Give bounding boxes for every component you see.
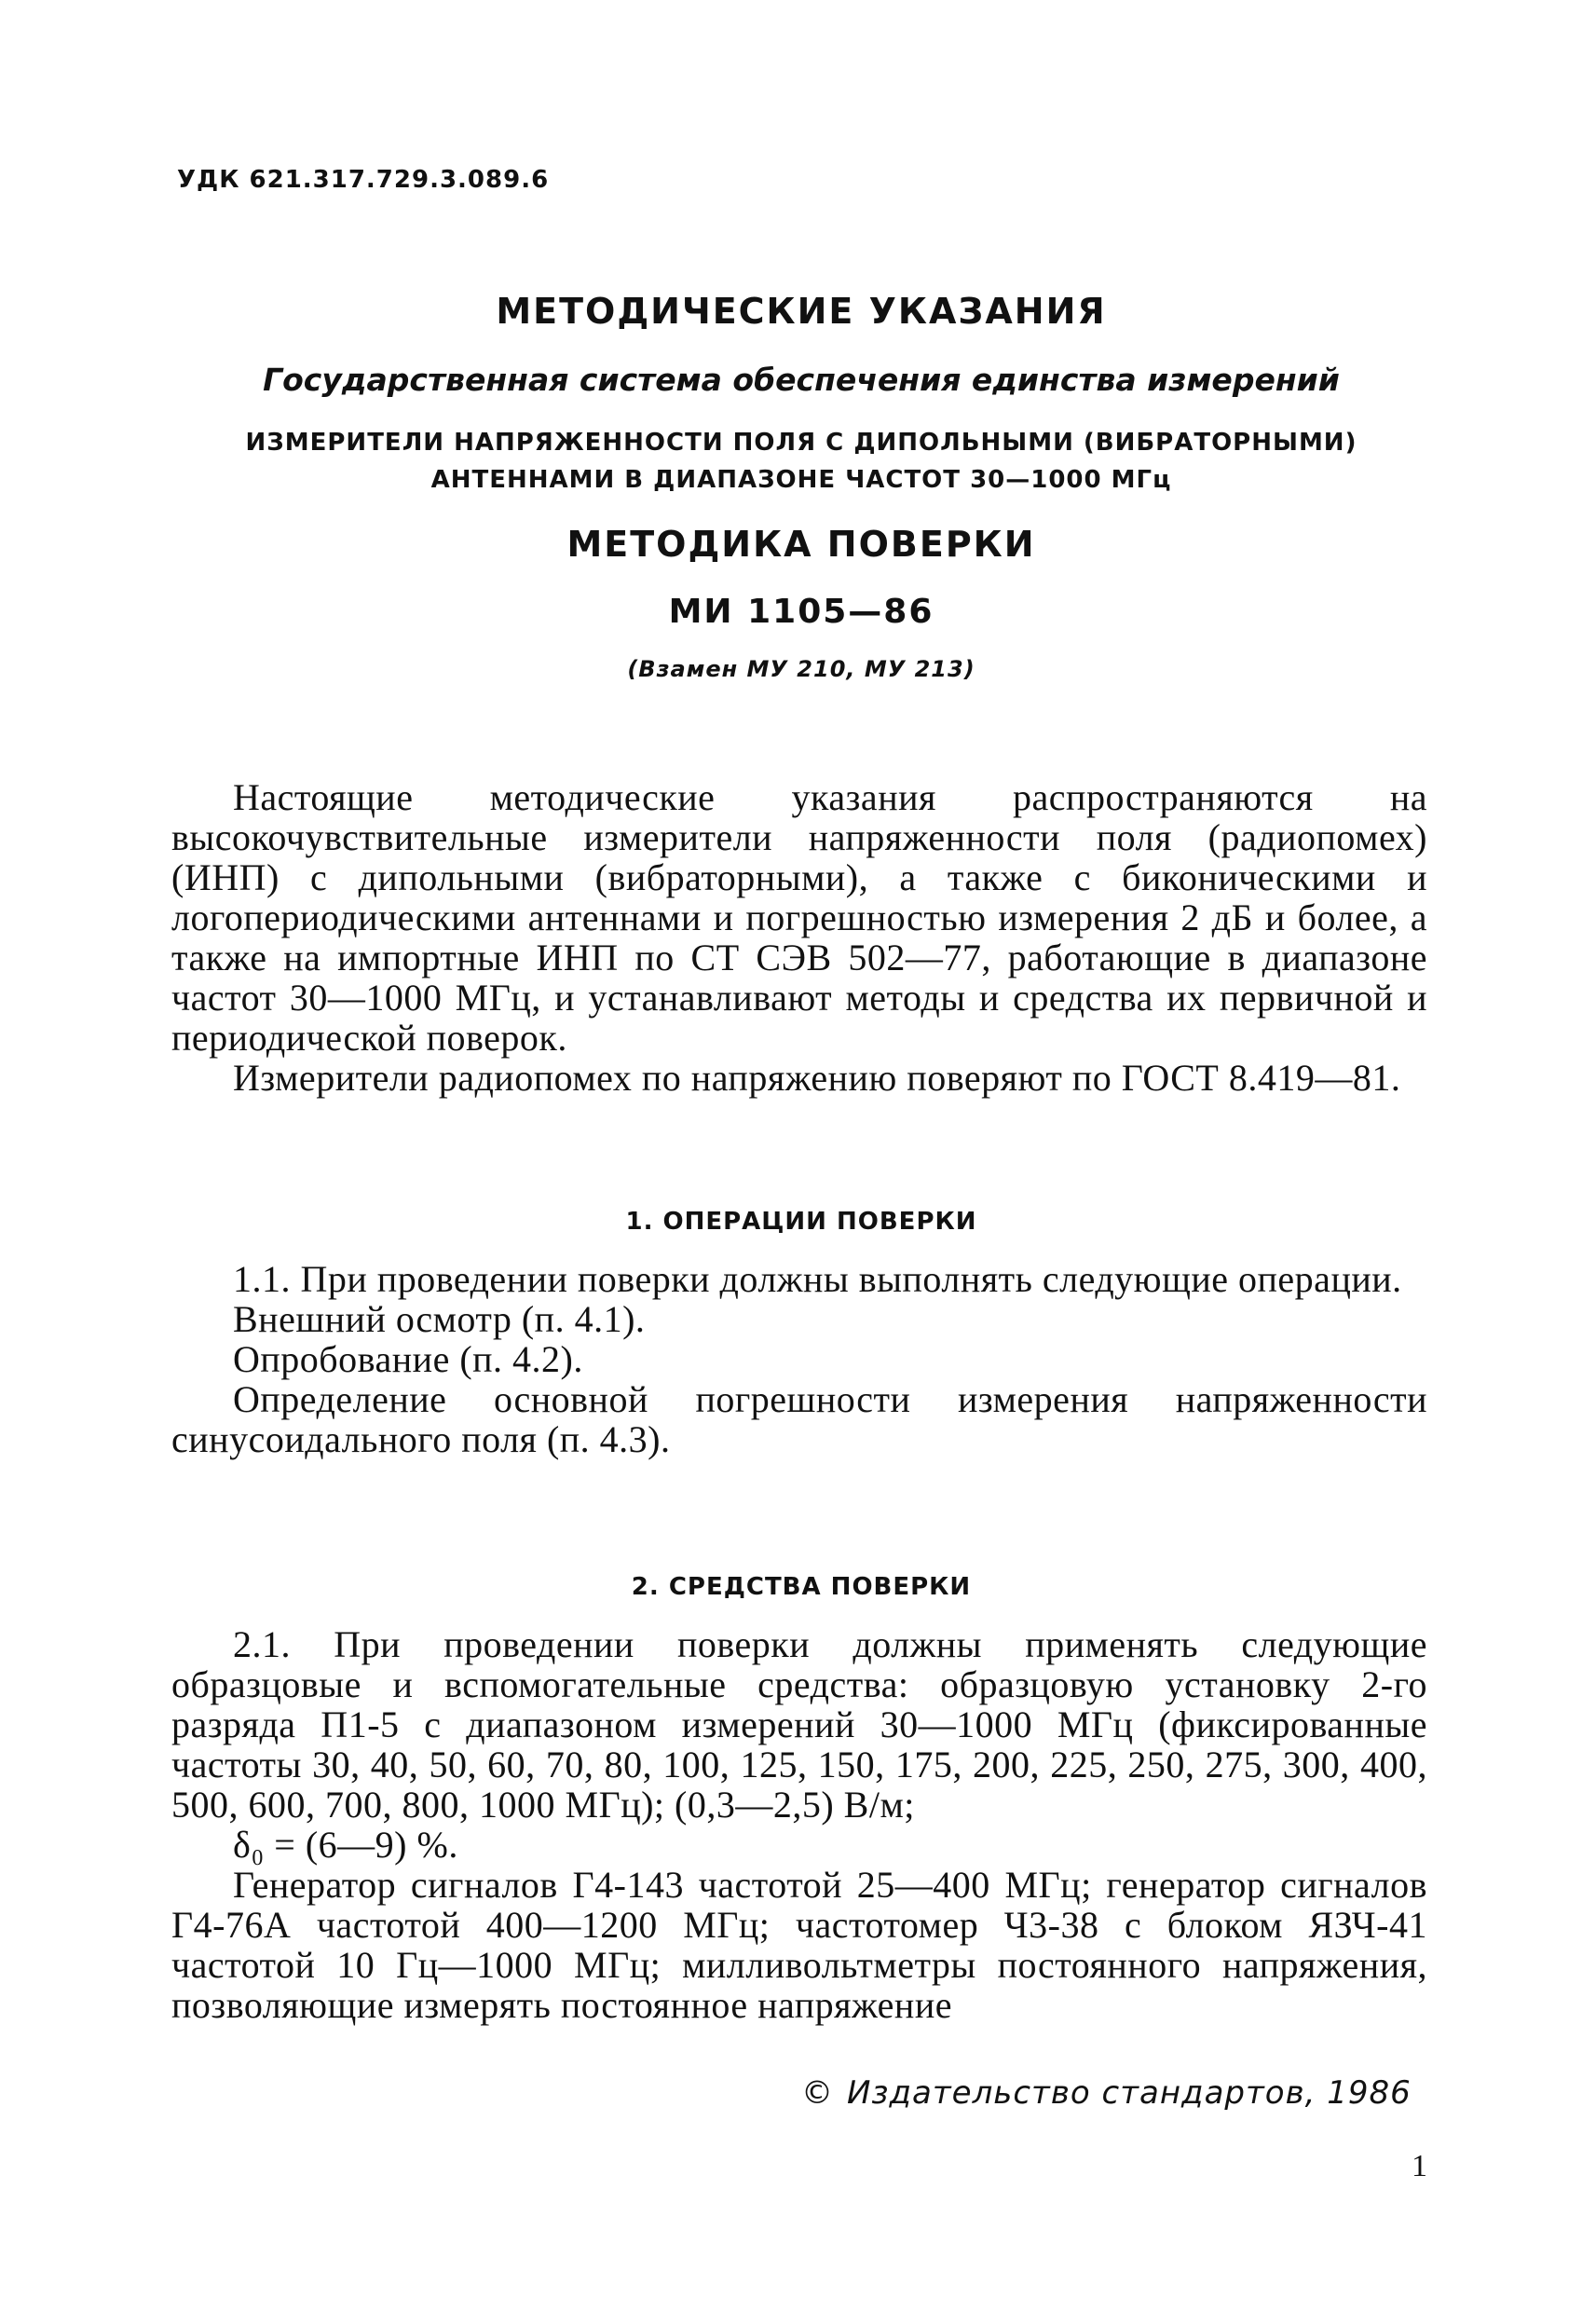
page-number: 1 bbox=[1412, 2149, 1427, 2183]
section-1-body bbox=[171, 1259, 1427, 1459]
replaces-note: (Взамен МУ 210, МУ 213) bbox=[627, 656, 975, 682]
section-1-paragraph: Опробование (п. 4.2). bbox=[233, 1338, 583, 1380]
section-2-body bbox=[171, 1624, 1427, 2025]
publisher-name: Издательство стандартов, 1986 bbox=[847, 2074, 1412, 2112]
section-2-heading: 2. СРЕДСТВА ПОВЕРКИ bbox=[631, 1573, 972, 1601]
intro-paragraph: Настоящие методические указания распространяются на высокочувствительные измерители напряженности поля (радиопомех) (ИНП) с дипольными (вибраторными), а также с биконическими и логопериодическими антеннами и погрешностью измерения 2 дБ и более, а также на импортные ИНП по СТ СЭВ 502—77, работающие в диапазоне частот 30—1000 МГц, и устанавливают методы и средства их первичной и периодической поверок. bbox=[171, 776, 1427, 1059]
document-type-title: МЕТОДИЧЕСКИЕ УКАЗАНИЯ bbox=[496, 291, 1107, 332]
section-2-paragraph: δ₀ = (6—9) %. bbox=[233, 1824, 458, 1866]
method-title: МЕТОДИКА ПОВЕРКИ bbox=[566, 524, 1036, 565]
section-1-heading: 1. ОПЕРАЦИИ ПОВЕРКИ bbox=[625, 1208, 977, 1236]
udk-code: УДК 621.317.729.3.089.6 bbox=[177, 166, 550, 194]
section-1-paragraph: 1.1. При проведении поверки должны выполнять следующие операции. bbox=[233, 1258, 1402, 1300]
document-number: МИ 1105—86 bbox=[668, 593, 934, 631]
intro-section bbox=[171, 777, 1427, 1098]
section-1-paragraph: Определение основной погрешности измерения напряженности синусоидального поля (п. 4.3). bbox=[171, 1378, 1427, 1460]
system-subtitle: Государственная система обеспечения единства измерений bbox=[263, 362, 1340, 398]
copyright-icon: © bbox=[801, 2074, 834, 2112]
intro-paragraph: Измерители радиопомех по напряжению поверяют по ГОСТ 8.419—81. bbox=[233, 1057, 1401, 1099]
subject-title-line-2: АНТЕННАМИ В ДИАПАЗОНЕ ЧАСТОТ 30—1000 МГц bbox=[430, 466, 1172, 494]
section-2-paragraph: 2.1. При проведении поверки должны применять следующие образцовые и вспомогательные средства: образцовую установку 2-го разряда П1-5 с диапазоном измерений 30—1000 МГц (фиксированные частоты 30, 40, 50, 60, 70, 80, 100, 125, 150, 175, 200, 225, 250, 275, 300, 400, 500, 600, 700, 800, 1000 МГц); (0,3—2,5) В/м; bbox=[171, 1623, 1427, 1826]
publisher-footer bbox=[801, 2074, 1412, 2112]
section-1-paragraph: Внешний осмотр (п. 4.1). bbox=[233, 1298, 646, 1340]
subject-title-line-1: ИЗМЕРИТЕЛИ НАПРЯЖЕННОСТИ ПОЛЯ С ДИПОЛЬНЫМИ (ВИБРАТОРНЫМИ) bbox=[245, 429, 1357, 457]
section-2-paragraph: Генератор сигналов Г4-143 частотой 25—400 МГц; генератор сигналов Г4-76А частотой 400—1200 МГц; частотомер Ч3-38 с блоком ЯЗЧ-41 частотой 10 Гц—1000 МГц; милливольтметры постоянного напряжения, позволяющие измерять постоянное напряжение bbox=[171, 1864, 1427, 2026]
